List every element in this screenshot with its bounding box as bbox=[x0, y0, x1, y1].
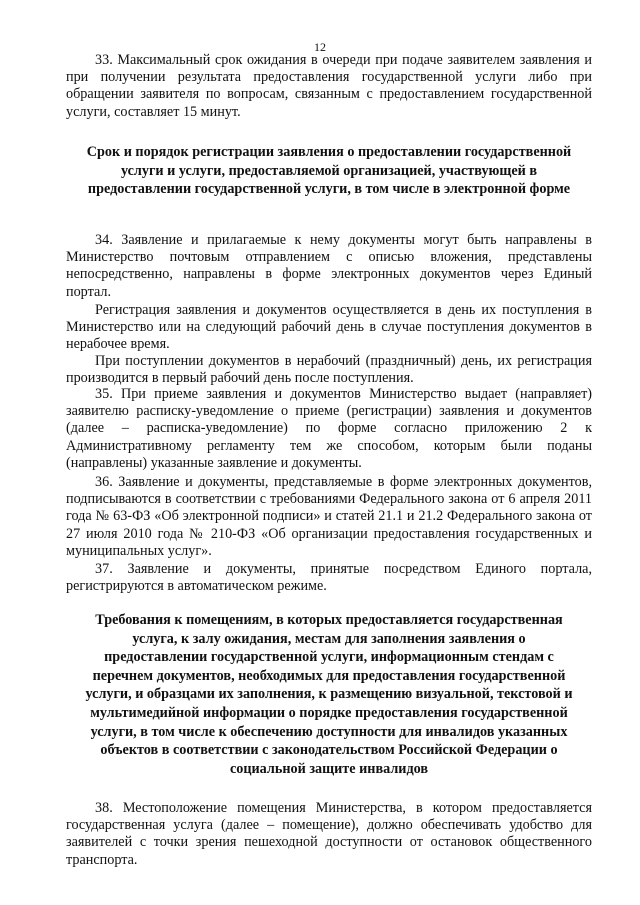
section-heading-registration: Срок и порядок регистрации заявления о предоставлении государственной услуги и услуги, предоставляемой организацией, участвующей в предоставлении государственной услуги, в том числе в электронной форме bbox=[86, 144, 572, 198]
paragraph-34: 34. Заявление и прилагаемые к нему документы могут быть направлены в Министерство почтовым отправлением с описью вложения, представлены непосредственно, направлены в форме электронных документов через Единый портал. bbox=[66, 232, 592, 300]
paragraph-34-nonworking-day: При поступлении документов в нерабочий (праздничный) день, их регистрация производится в первый рабочий день после поступления. bbox=[66, 353, 592, 387]
paragraph-36: 36. Заявление и документы, представляемые в форме электронных документов, подписываются в соответствии с требованиями Федерального закона от 6 апреля 2011 года № 63-ФЗ «Об электронной подписи» и статей 21.1 и 21.2 Федерального закона от 27 июля 2010 года № 210-ФЗ «Об организации предоставления государственных и муниципальных услуг». bbox=[66, 474, 592, 559]
paragraph-35: 35. При приеме заявления и документов Министерство выдает (направляет) заявителю расписку-уведомление о приеме (регистрации) заявления и документов (далее – расписка-уведомление) по форме согласно приложению 2 к Административному регламенту тем же способом, которым были поданы (направлены) указанные заявление и документы. bbox=[66, 386, 592, 471]
paragraph-33: 33. Максимальный срок ожидания в очереди при подаче заявителем заявления и при получении результата предоставления государственной услуги либо при обращении заявителя по вопросам, связанным с предоставлением государственной услуги, составляет 15 минут. bbox=[66, 52, 592, 120]
section-heading-premises: Требования к помещениям, в которых предоставляется государственная услуга, к залу ожидания, местам для заполнения заявления о предоставлении государственной услуги, информационным стендам с перечнем документов, необходимых для предоставления государственной услуги, и образцами их заполнения, к размещению визуальной, текстовой и мультимедийной информации о порядке предоставления государственной услуги, в том числе к обеспечению доступности для инвалидов указанных объектов в соответствии с законодательством Российской Федерации о социальной защите инвалидов bbox=[85, 612, 573, 777]
paragraph-38: 38. Местоположение помещения Министерства, в котором предоставляется государственная услуга (далее – помещение), должно обеспечивать удобство для заявителей с точки зрения пешеходной доступности от остановок общественного транспорта. bbox=[66, 800, 592, 868]
page-number: 12 bbox=[314, 40, 326, 54]
paragraph-34-registration: Регистрация заявления и документов осуществляется в день их поступления в Министерство или на следующий рабочий день в случае поступления документов в нерабочее время. bbox=[66, 302, 592, 353]
paragraph-37: 37. Заявление и документы, принятые посредством Единого портала, регистрируются в автоматическом режиме. bbox=[66, 561, 592, 595]
